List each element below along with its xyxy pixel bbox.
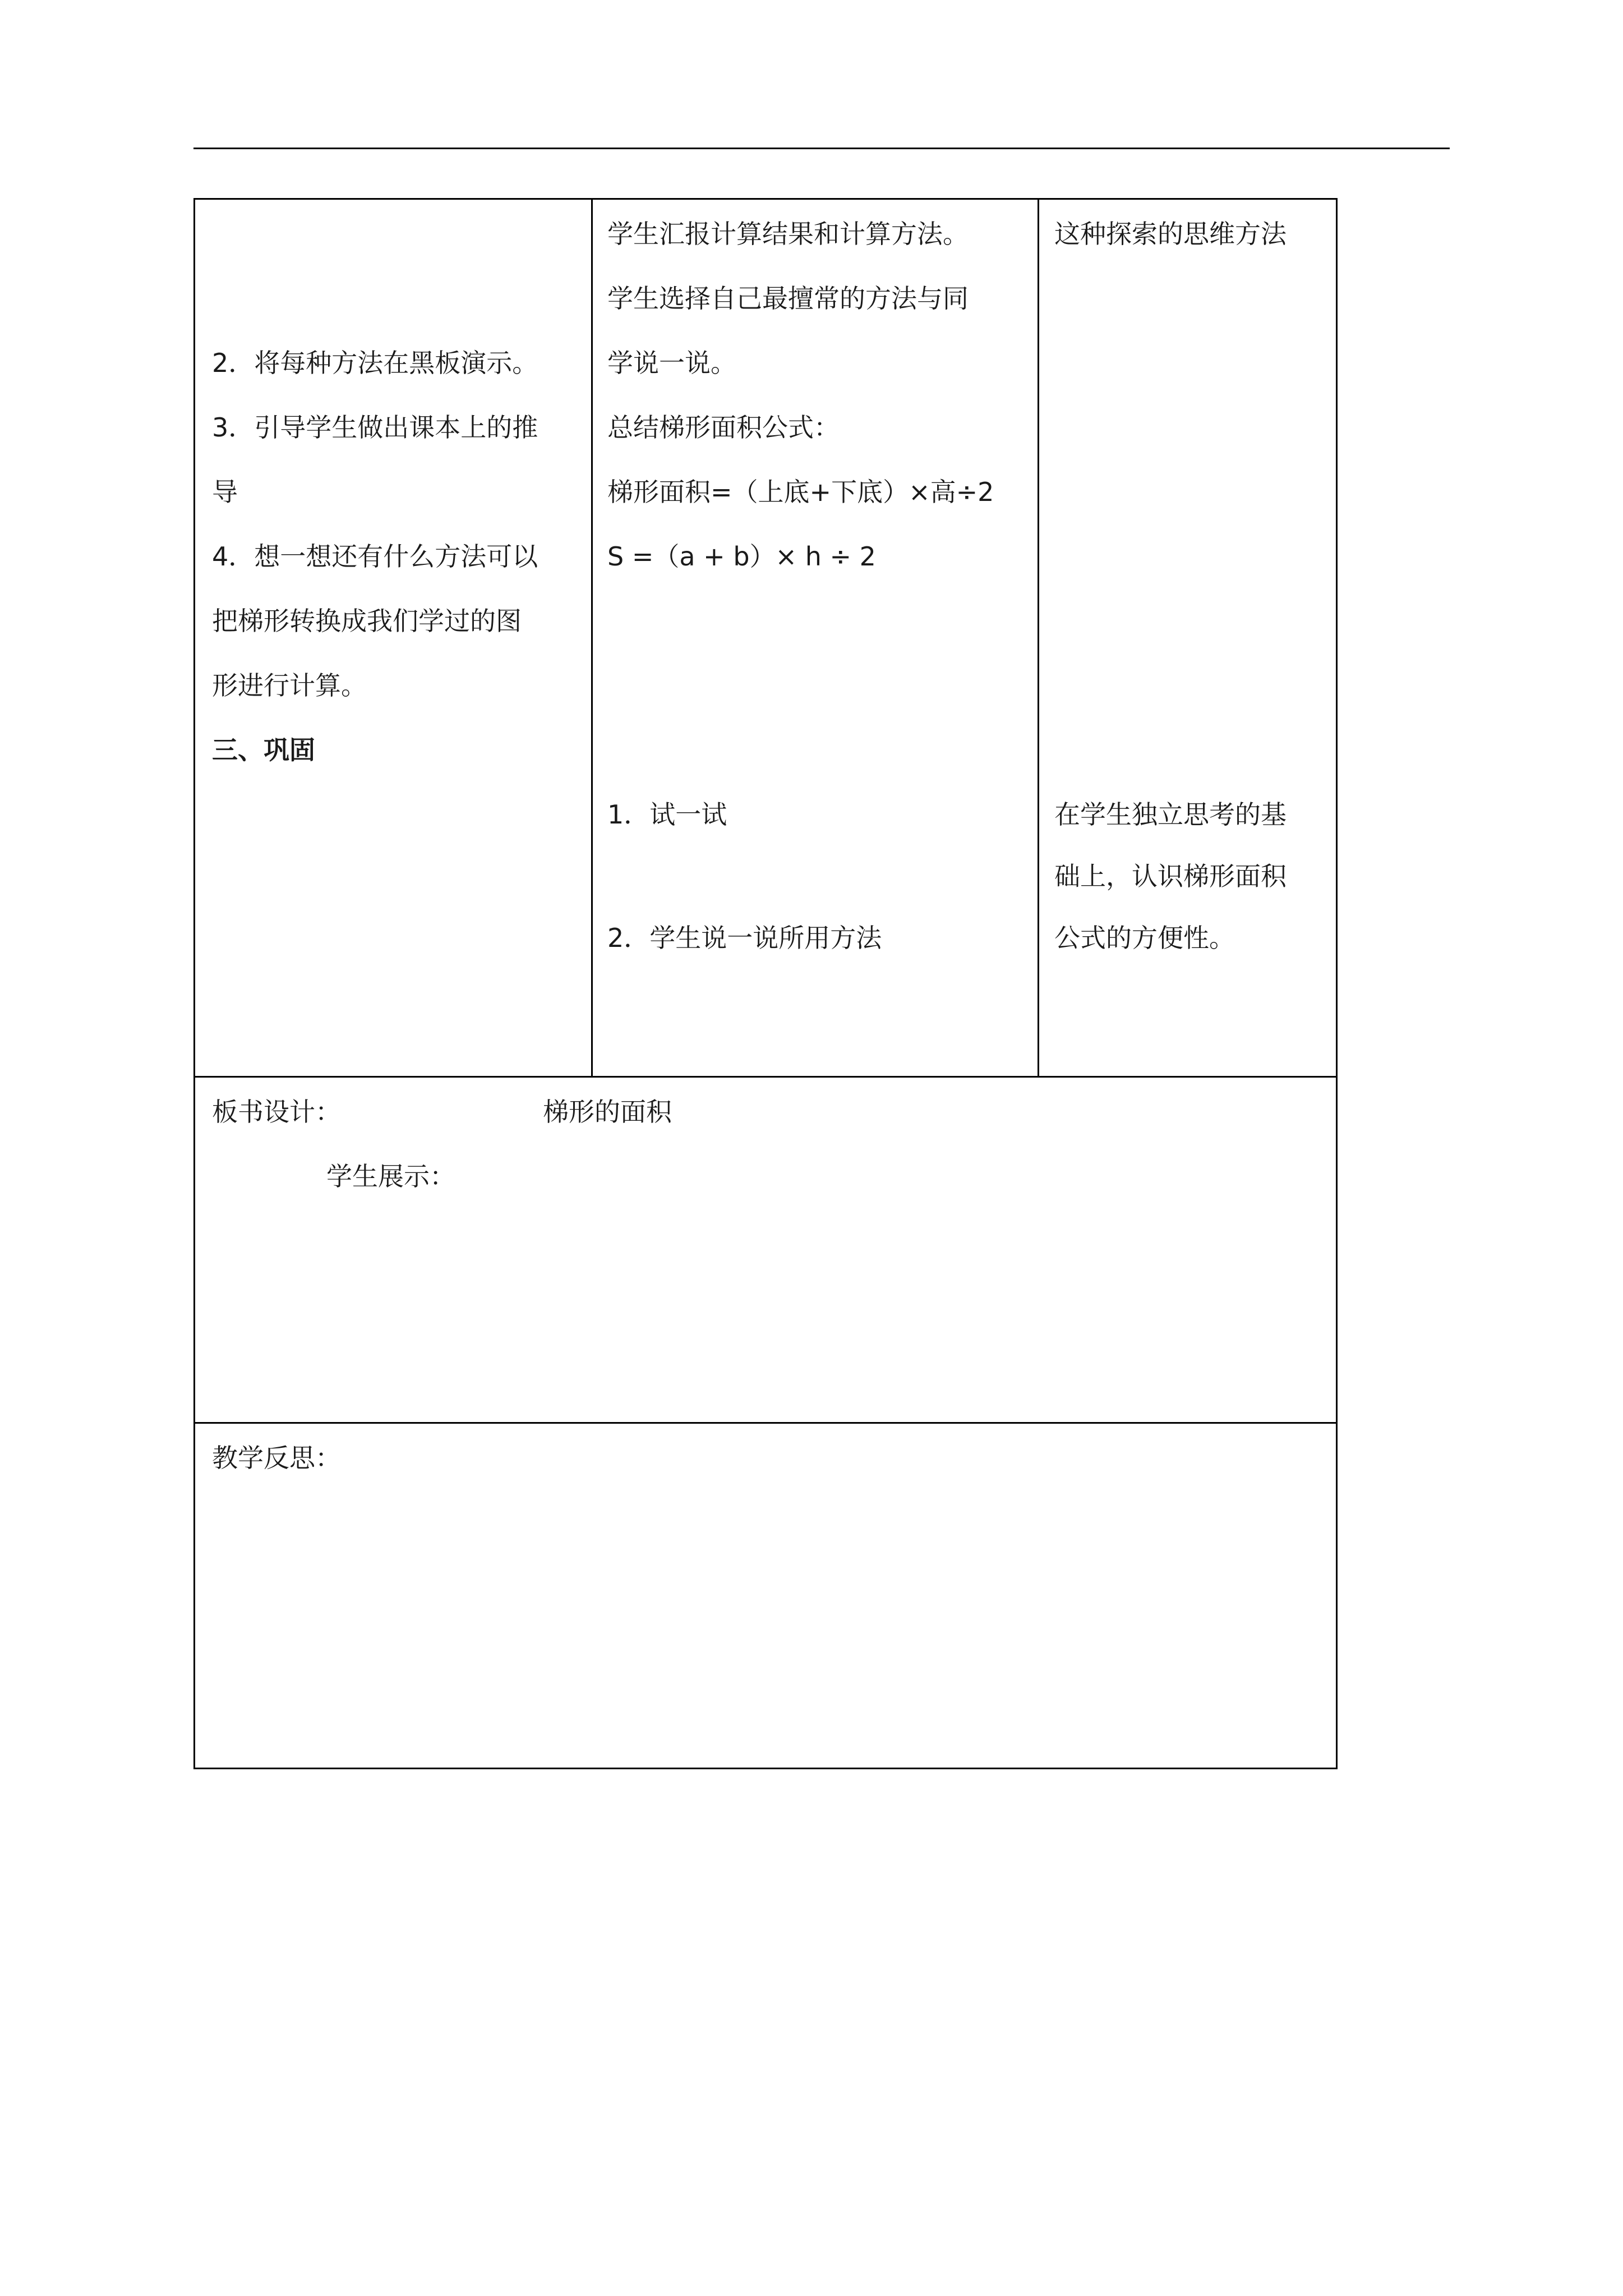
board-design-label: 板书设计： (212, 1097, 341, 1127)
student-choose-method: 学生选择自己最擅常的方法与同 (607, 283, 969, 314)
teacher-step-4-cont: 把梯形转换成我们学过的图 (212, 606, 522, 636)
intent-independent-end: 公式的方便性。 (1054, 923, 1235, 953)
teaching-reflection-label: 教学反思： (212, 1443, 341, 1473)
teacher-step-2: 2．将每种方法在黑板演示。 (212, 348, 538, 378)
intent-independent-cont: 础上，认识梯形面积 (1054, 861, 1287, 891)
board-design-title: 梯形的面积 (543, 1097, 672, 1127)
table-border-bottom (193, 1768, 1338, 1769)
student-choose-method-cont: 学说一说。 (607, 348, 736, 378)
area-formula-symbols: S =（a + b）× h ÷ 2 (607, 541, 876, 572)
practice-try: 1．试一试 (607, 799, 727, 830)
row-divider-2 (193, 1422, 1338, 1424)
row-divider-1 (193, 1076, 1338, 1078)
area-formula-words: 梯形面积=（上底+下底）×高÷2 (607, 477, 994, 507)
column-divider-2 (1038, 198, 1039, 1078)
teacher-step-4-end: 形进行计算。 (212, 670, 367, 701)
student-report: 学生汇报计算结果和计算方法。 (607, 219, 969, 249)
teacher-step-3-cont: 导 (212, 477, 238, 507)
teacher-step-3: 3．引导学生做出课本上的推 (212, 412, 538, 443)
table-border-right (1336, 198, 1338, 1769)
teacher-step-4: 4．想一想还有什么方法可以 (212, 541, 538, 572)
student-showcase-label: 学生展示： (326, 1161, 455, 1191)
practice-explain: 2．学生说一说所用方法 (607, 923, 882, 953)
table-border-top (193, 198, 1338, 200)
section-heading-consolidate: 三、巩固 (212, 735, 315, 765)
column-divider-1 (591, 198, 593, 1078)
table-border-left (193, 198, 195, 1769)
formula-summary-heading: 总结梯形面积公式： (607, 412, 840, 443)
header-rule (193, 148, 1450, 149)
intent-explore-thinking: 这种探索的思维方法 (1054, 219, 1287, 249)
intent-independent: 在学生独立思考的基 (1054, 799, 1287, 830)
